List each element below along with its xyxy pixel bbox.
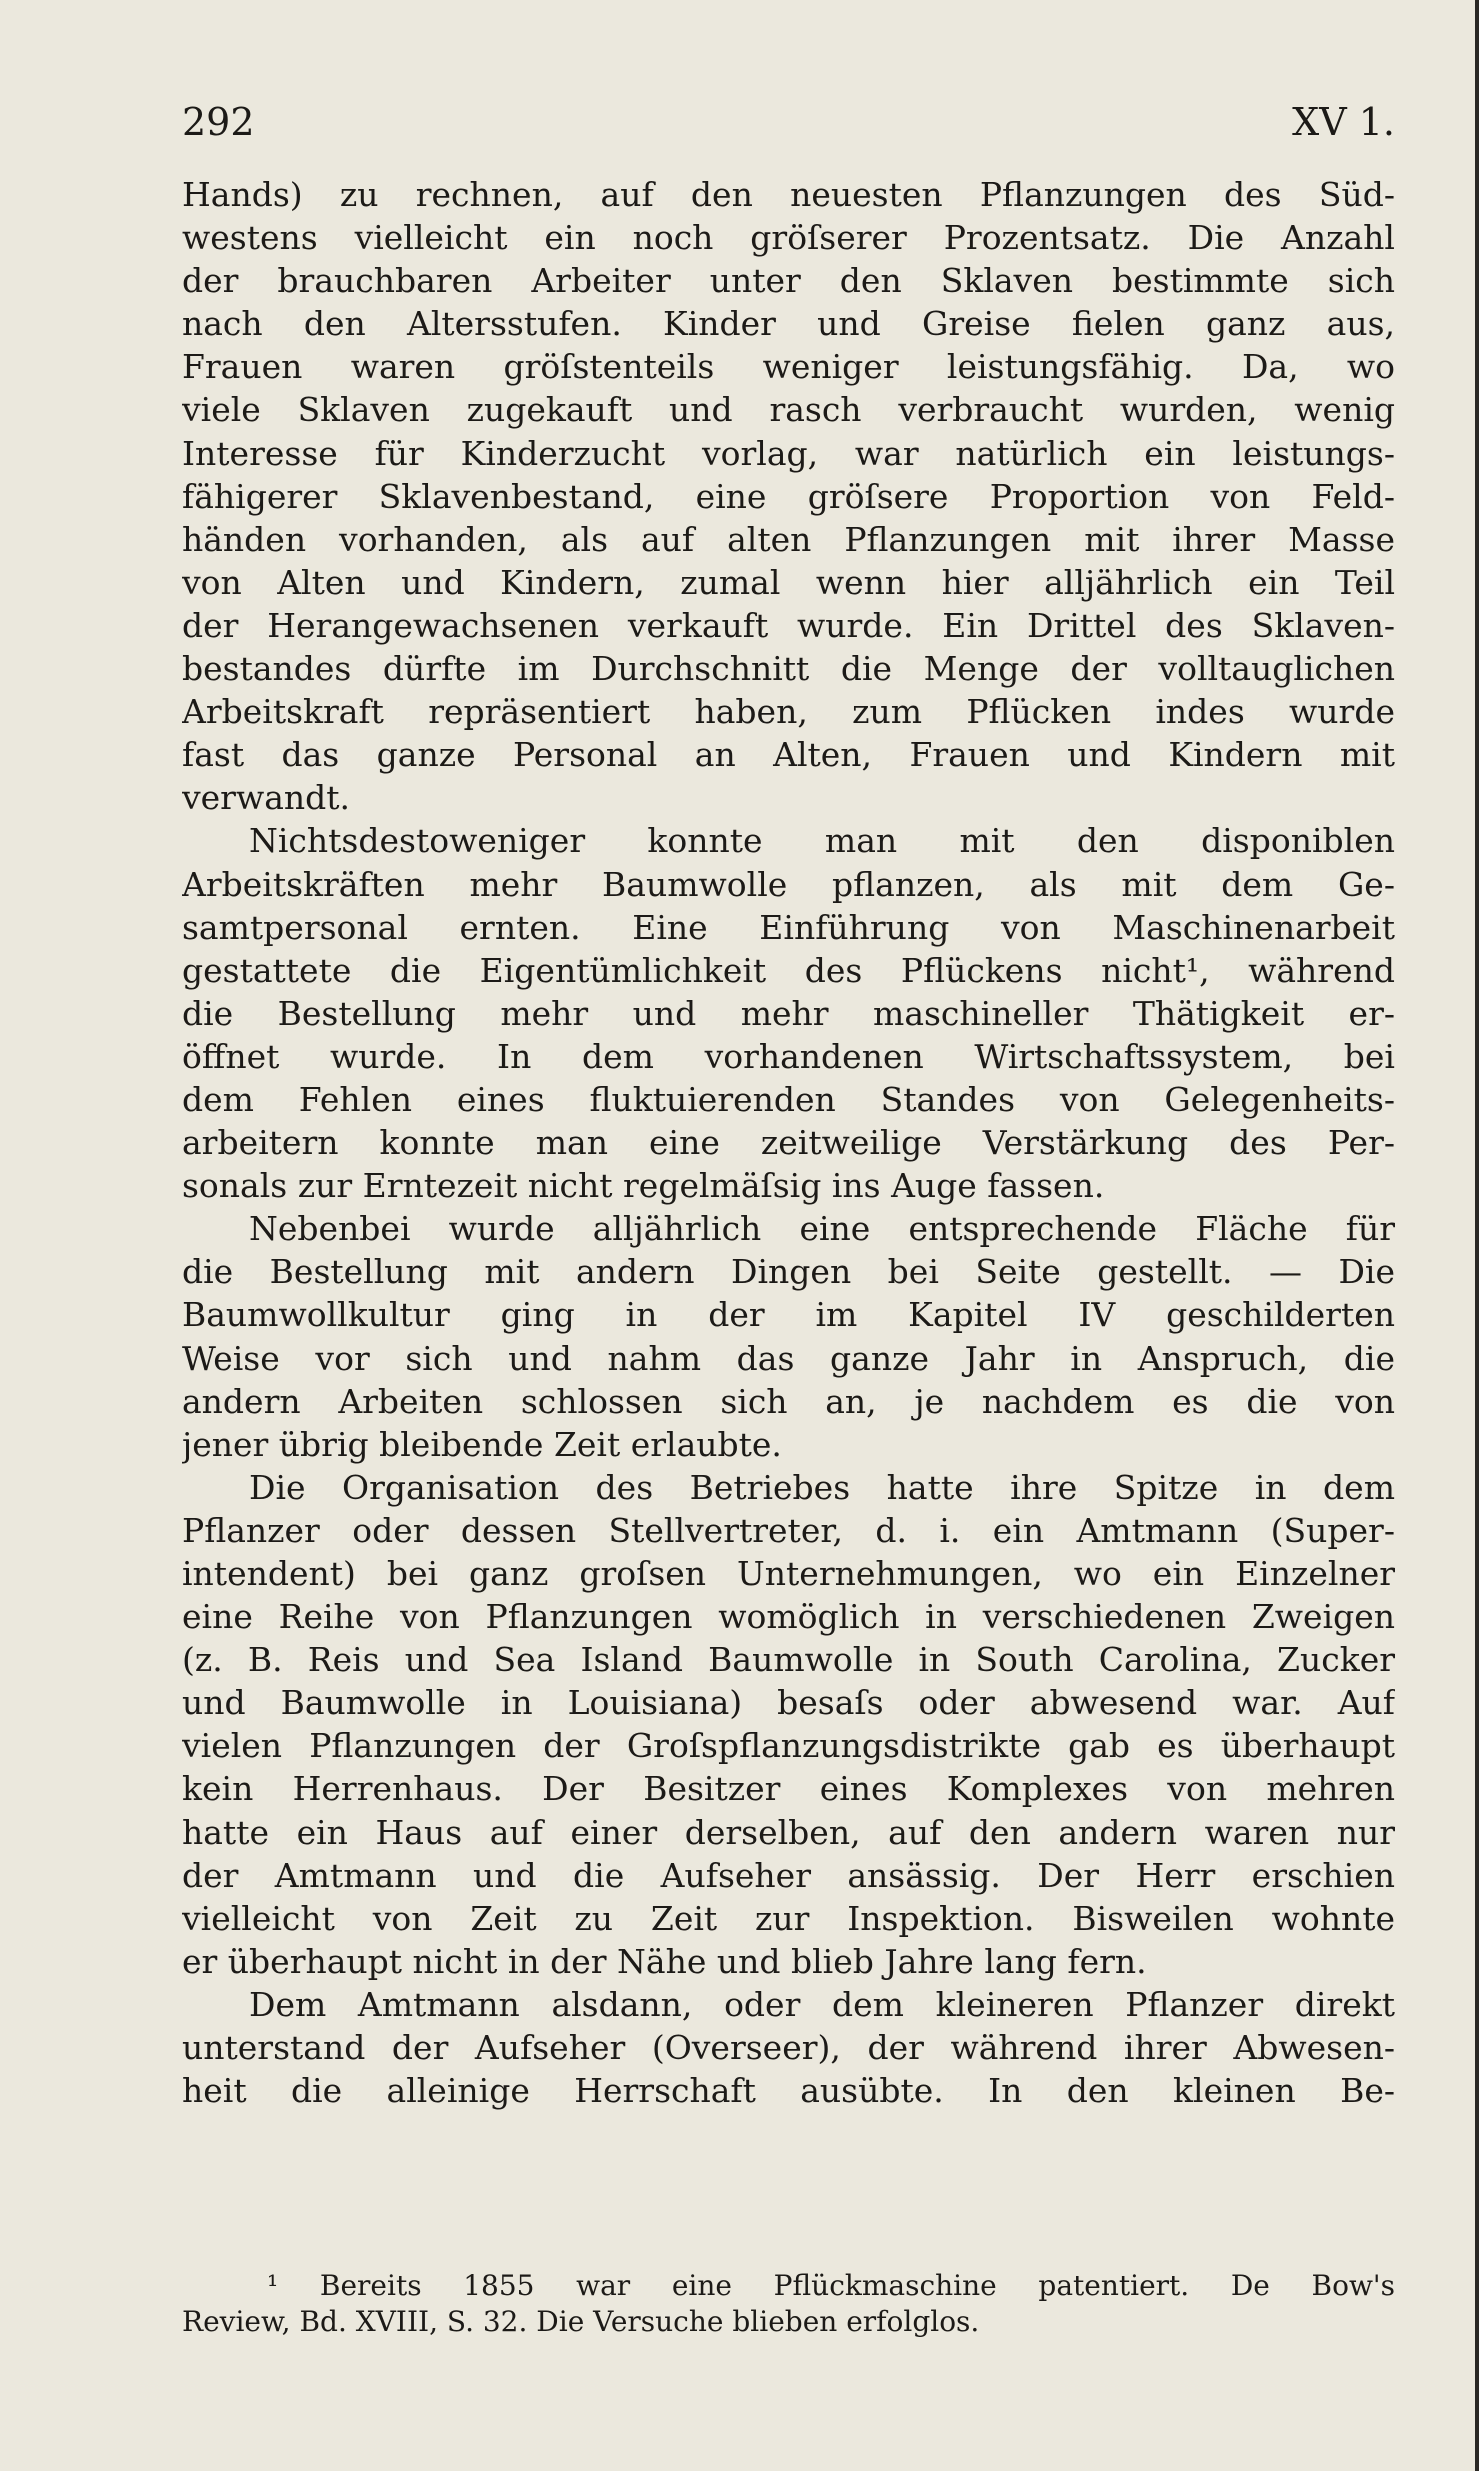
text-line: bestandes dürfte im Durchschnitt die Menge der volltauglichen	[182, 649, 1395, 689]
text-line: händen vorhanden, als auf alten Pflanzungen mit ihrer Masse	[182, 519, 1395, 559]
page-edge	[1475, 0, 1479, 2471]
text-line: die Bestellung mit andern Dingen bei Seite gestellt. — Die	[182, 1252, 1395, 1292]
text-line: eine Reihe von Pflanzungen womöglich in verschiedenen Zweigen	[182, 1597, 1395, 1637]
text-line: er überhaupt nicht in der Nähe und blieb Jahre lang fern.	[182, 1941, 1147, 1981]
footnote-line: ¹ Bereits 1855 war eine Pflückmaschine patentiert. De Bow's	[267, 2269, 1395, 2302]
text-line: fast das ganze Personal an Alten, Frauen und Kindern mit	[182, 735, 1395, 775]
text-line: samtpersonal ernten. Eine Einführung von Maschinenarbeit	[182, 907, 1395, 947]
page-header	[182, 92, 1395, 152]
text-line: Arbeitskräften mehr Baumwolle pflanzen, als mit dem Ge-	[182, 864, 1395, 904]
text-line: unterstand der Aufseher (Overseer), der während ihrer Abwesen-	[182, 2028, 1395, 2068]
footnotes	[182, 2268, 1395, 2340]
text-line: Arbeitskraft repräsentiert haben, zum Pflücken indes wurde	[182, 692, 1395, 732]
text-line: nach den Altersstufen. Kinder und Greise fielen ganz aus,	[182, 304, 1395, 344]
text-line: (z. B. Reis und Sea Island Baumwolle in South Carolina, Zucker	[182, 1640, 1395, 1680]
text-line: öffnet wurde. In dem vorhandenen Wirtschaftssystem, bei	[182, 1036, 1395, 1076]
text-line: intendent) bei ganz groſsen Unternehmungen, wo ein Einzelner	[182, 1554, 1395, 1593]
text-line: vielleicht von Zeit zu Zeit zur Inspektion. Bisweilen wohnte	[182, 1898, 1395, 1938]
text-line: Dem Amtmann alsdann, oder dem kleineren Pflanzer direkt	[249, 1984, 1395, 2024]
text-line: der brauchbaren Arbeiter unter den Sklaven bestimmte sich	[182, 261, 1395, 301]
text-line: die Bestellung mehr und mehr maschineller Thätigkeit er-	[182, 993, 1395, 1033]
text-line: viele Sklaven zugekauft und rasch verbraucht wurden, wenig	[182, 390, 1395, 430]
text-line: vielen Pflanzungen der Groſspflanzungsdistrikte gab es überhaupt	[182, 1726, 1395, 1766]
text-line: Interesse für Kinderzucht vorlag, war natürlich ein leistungs-	[182, 433, 1395, 473]
body-text	[182, 173, 1395, 2112]
running-head: XV 1.	[1292, 100, 1395, 144]
text-line: von Alten und Kindern, zumal wenn hier alljährlich ein Teil	[182, 562, 1395, 602]
text-line: Hands) zu rechnen, auf den neuesten Pflanzungen des Süd-	[182, 175, 1395, 214]
text-line: hatte ein Haus auf einer derselben, auf den andern waren nur	[182, 1812, 1395, 1852]
footnote-line: Review, Bd. XVIII, S. 32. Die Versuche blieben erfolglos.	[182, 2305, 980, 2338]
text-line: Die Organisation des Betriebes hatte ihre Spitze in dem	[249, 1467, 1395, 1507]
text-line: verwandt.	[182, 778, 350, 818]
text-line: dem Fehlen eines fluktuierenden Standes von Gelegenheits-	[182, 1079, 1395, 1119]
text-line: Frauen waren gröſstenteils weniger leistungsfähig. Da, wo	[182, 347, 1395, 387]
text-line: gestattete die Eigentümlichkeit des Pflückens nicht¹, während	[182, 950, 1395, 990]
text-line: der Herangewachsenen verkauft wurde. Ein Drittel des Sklaven-	[182, 605, 1395, 645]
text-line: der Amtmann und die Aufseher ansässig. Der Herr erschien	[182, 1855, 1395, 1895]
text-line: Baumwollkultur ging in der im Kapitel IV geschilderten	[182, 1295, 1395, 1335]
text-line: Pflanzer oder dessen Stellvertreter, d. i. ein Amtmann (Super-	[182, 1510, 1395, 1550]
text-line: fähigerer Sklavenbestand, eine gröſsere Proportion von Feld-	[182, 476, 1395, 516]
text-line: arbeitern konnte man eine zeitweilige Verstärkung des Per-	[182, 1123, 1395, 1163]
text-line: heit die alleinige Herrschaft ausübte. In den kleinen Be-	[182, 2071, 1395, 2111]
text-line: Nebenbei wurde alljährlich eine entsprechende Fläche für	[249, 1209, 1395, 1249]
text-line: andern Arbeiten schlossen sich an, je nachdem es die von	[182, 1381, 1395, 1421]
text-line: kein Herrenhaus. Der Besitzer eines Komplexes von mehren	[182, 1769, 1395, 1809]
text-line: sonals zur Erntezeit nicht regelmäſsig ins Auge fassen.	[182, 1166, 1105, 1206]
text-line: Weise vor sich und nahm das ganze Jahr in Anspruch, die	[182, 1338, 1395, 1378]
text-line: Nichtsdestoweniger konnte man mit den disponiblen	[249, 821, 1395, 861]
text-line: westens vielleicht ein noch gröſserer Prozentsatz. Die Anzahl	[182, 218, 1395, 258]
text-line: und Baumwolle in Louisiana) besaſs oder abwesend war. Auf	[182, 1683, 1395, 1723]
text-line: jener übrig bleibende Zeit erlaubte.	[182, 1424, 782, 1464]
page-number: 292	[182, 100, 255, 144]
